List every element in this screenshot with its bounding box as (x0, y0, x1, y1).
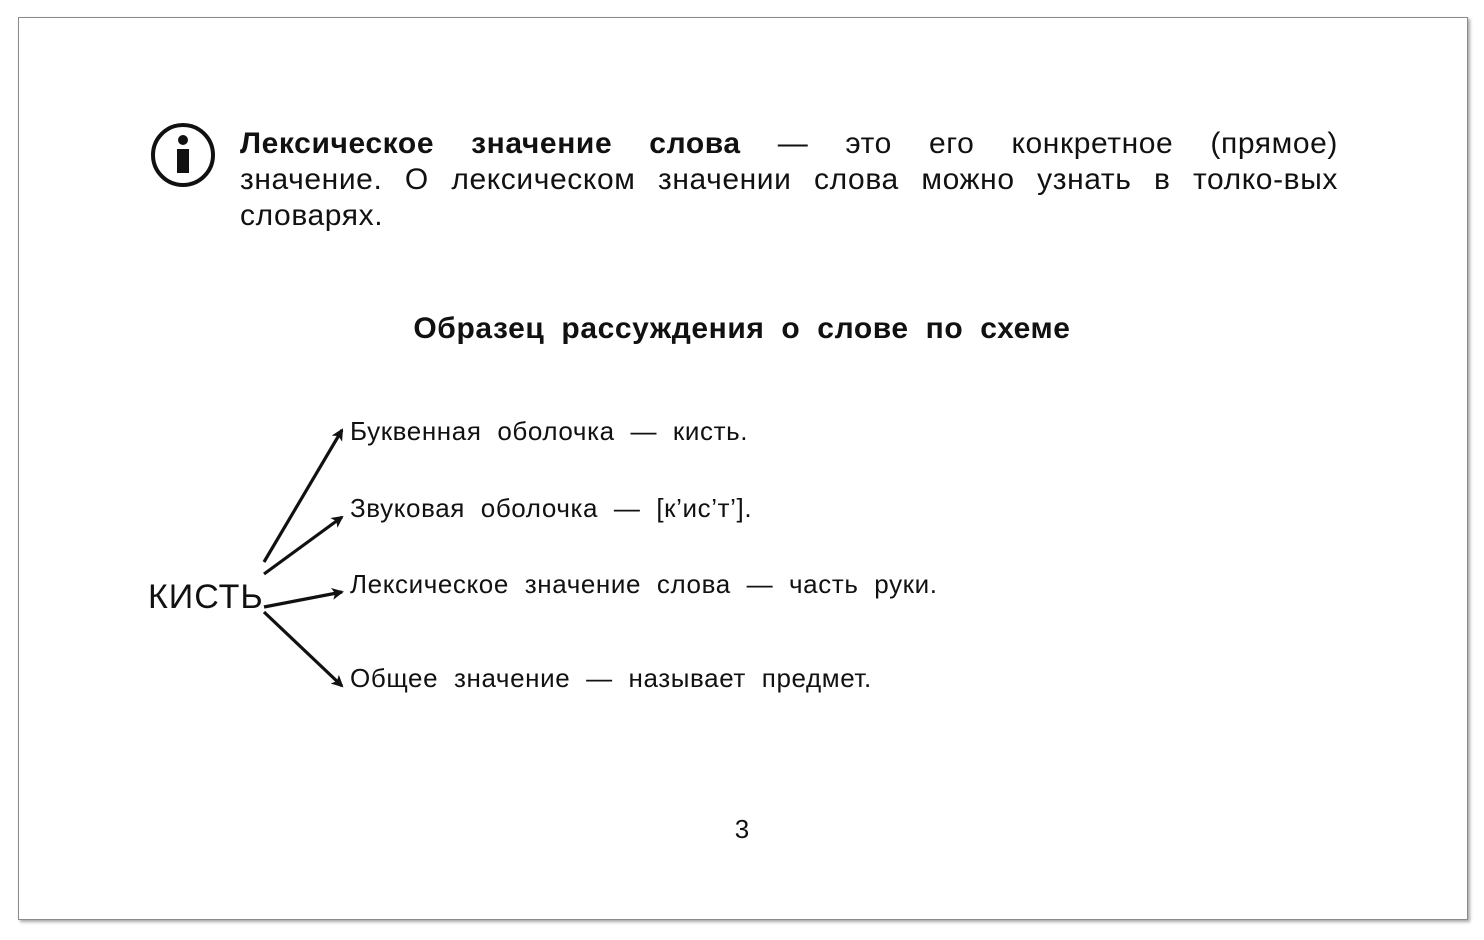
branch-sound-shell: Звуковая оболочка — [к’ис’т’]. (350, 493, 753, 523)
info-icon (150, 122, 216, 188)
branch-lexical-meaning: Лексическое значение слова — часть руки. (350, 569, 938, 599)
scheme-heading: Образец рассуждения о слове по схеме (413, 312, 1071, 345)
branch-general-meaning: Общее значение — называет предмет. (350, 663, 872, 693)
definition-term: Лексическое значение слова (240, 127, 741, 160)
page-number: 3 (734, 814, 750, 844)
scheme-root-word: КИСТЬ (148, 578, 264, 616)
definition-text: — это его конкретное (прямое) значение. О лексическом значении слова можно узнать в толко-вых словарях. (240, 127, 1338, 232)
branch-letter-shell: Буквенная оболочка — кисть. (350, 416, 749, 446)
definition-paragraph (240, 126, 1338, 234)
